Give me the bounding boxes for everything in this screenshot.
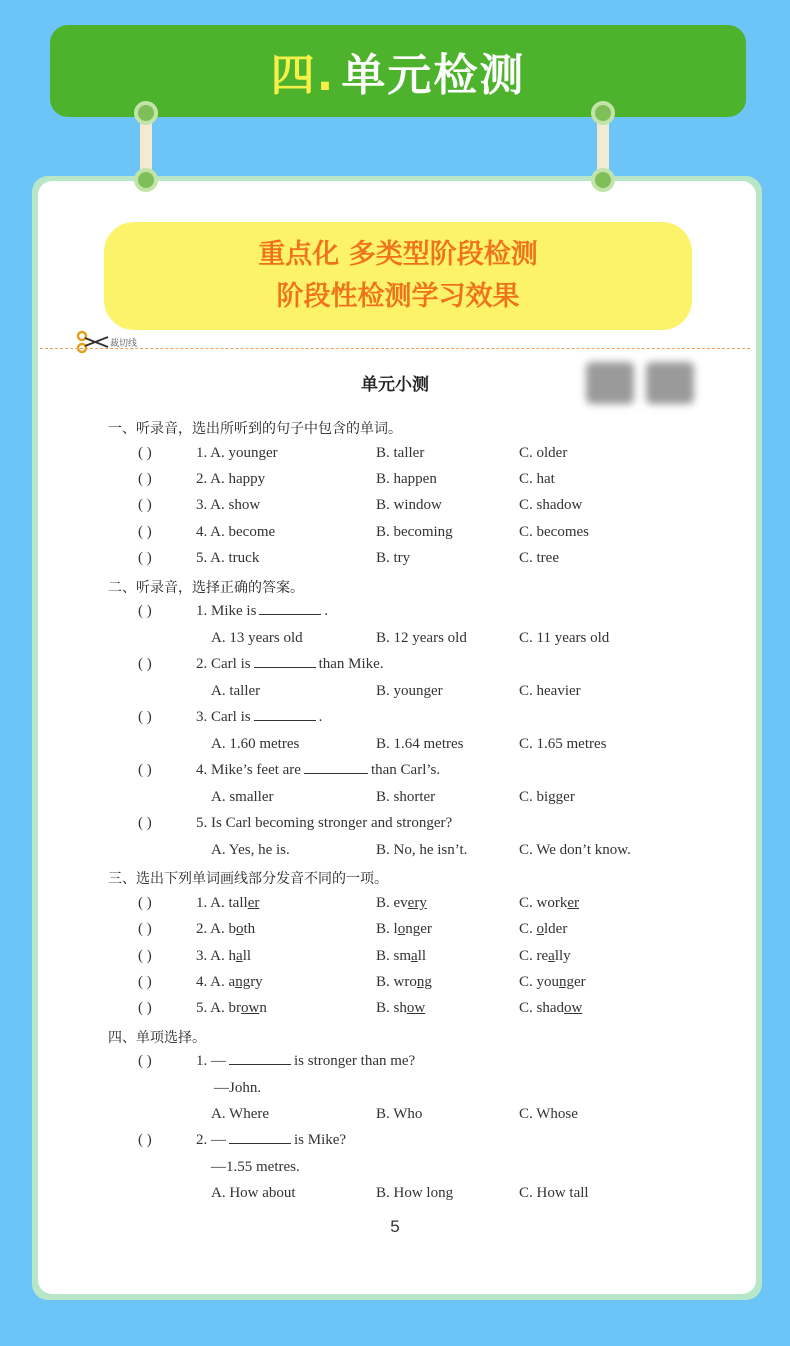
ring-icon [591, 101, 615, 125]
question: 1. — is stronger than me? [196, 1053, 416, 1069]
answer-bracket: ( ) [138, 709, 152, 725]
section-heading: 三、选出下列单词画线部分发音不同的一项。 [108, 871, 388, 887]
page-number: 5 [390, 1217, 400, 1236]
answer-bracket: ( ) [138, 815, 152, 831]
answer-bracket: ( ) [138, 1053, 152, 1069]
option-c: C. How tall [519, 1185, 589, 1201]
option-c: C. becomes [519, 524, 589, 540]
answer-bracket: ( ) [138, 471, 152, 487]
option-c: C. Whose [519, 1106, 578, 1122]
dialogue-reply: —1.55 metres. [211, 1159, 300, 1175]
cut-line-label: 裁切线 [110, 339, 138, 349]
option-b: B. wrong [376, 974, 432, 990]
answer-bracket: ( ) [138, 948, 152, 964]
section-heading: 一、听录音，选出所听到的句子中包含的单词。 [108, 421, 402, 437]
answer-bracket: ( ) [138, 497, 152, 513]
option-c: C. shadow [519, 1000, 583, 1016]
option-c: C. We don’t know. [519, 842, 631, 858]
question: 4. Mike’s feet are than Carl’s. [196, 762, 441, 778]
section-heading: 四、单项选择。 [108, 1030, 206, 1046]
option-c: C. 1.65 metres [519, 736, 607, 752]
option-c: C. older [519, 921, 568, 937]
option-c: C. worker [519, 895, 579, 911]
option-b: B. try [376, 550, 411, 566]
option-a: 5. A. truck [196, 550, 260, 566]
option-b: B. longer [376, 921, 432, 937]
option-a: 3. A. show [196, 497, 261, 513]
scissors-icon [76, 330, 110, 354]
pill-line-1: 重点化 多类型阶段检测 [258, 239, 538, 270]
option-b: B. younger [376, 683, 443, 699]
cut-line [40, 348, 750, 349]
option-a: A. taller [211, 683, 261, 699]
option-b: B. 12 years old [376, 630, 467, 646]
option-a: A. 13 years old [211, 630, 303, 646]
highlight-pill [104, 222, 692, 330]
option-b: B. shorter [376, 789, 436, 805]
option-a: A. Where [211, 1106, 270, 1122]
option-a: 3. A. hall [196, 948, 252, 964]
answer-bracket: ( ) [138, 603, 152, 619]
option-b: B. No, he isn’t. [376, 842, 468, 858]
answer-bracket: ( ) [138, 1132, 152, 1148]
question: 2. Carl is than Mike. [196, 656, 384, 672]
option-c: C. tree [519, 550, 559, 566]
option-b: B. taller [376, 445, 425, 461]
option-a: A. Yes, he is. [211, 842, 290, 858]
question: 5. Is Carl becoming stronger and stronger? [196, 815, 453, 831]
option-c: C. really [519, 948, 571, 964]
option-b: B. every [376, 895, 427, 911]
option-a: A. 1.60 metres [211, 736, 300, 752]
question: 3. Carl is . [196, 709, 323, 725]
option-a: A. smaller [211, 789, 274, 805]
option-b: B. Who [376, 1106, 423, 1122]
option-b: B. 1.64 metres [376, 736, 464, 752]
option-b: B. window [376, 497, 442, 513]
worksheet-title: 单元小测 [361, 375, 429, 395]
ring-icon [134, 101, 158, 125]
option-a: 2. A. happy [196, 471, 266, 487]
answer-bracket: ( ) [138, 524, 152, 540]
option-b: B. show [376, 1000, 426, 1016]
answer-bracket: ( ) [138, 445, 152, 461]
option-c: C. 11 years old [519, 630, 610, 646]
answer-bracket: ( ) [138, 1000, 152, 1016]
option-b: B. happen [376, 471, 437, 487]
dialogue-reply: —John. [214, 1080, 262, 1096]
option-c: C. older [519, 445, 568, 461]
option-a: 5. A. brown [196, 1000, 267, 1016]
question: 1. Mike is . [196, 603, 329, 619]
option-c: C. shadow [519, 497, 583, 513]
option-a: 1. A. taller [196, 895, 260, 911]
answer-bracket: ( ) [138, 895, 152, 911]
answer-bracket: ( ) [138, 656, 152, 672]
option-b: B. becoming [376, 524, 453, 540]
ring-icon [591, 168, 615, 192]
section-banner [50, 25, 746, 117]
option-b: B. How long [376, 1185, 454, 1201]
blurred-logo [646, 362, 694, 404]
option-a: 4. A. angry [196, 974, 263, 990]
option-c: C. bigger [519, 789, 575, 805]
option-a: 2. A. both [196, 921, 256, 937]
option-c: C. hat [519, 471, 555, 487]
banner-number: 四. [270, 50, 336, 101]
ring-icon [134, 168, 158, 192]
option-b: B. small [376, 948, 427, 964]
option-a: 4. A. become [196, 524, 276, 540]
answer-bracket: ( ) [138, 762, 152, 778]
pill-line-2: 阶段性检测学习效果 [276, 281, 520, 312]
answer-bracket: ( ) [138, 550, 152, 566]
option-a: 1. A. younger [196, 445, 278, 461]
option-c: C. heavier [519, 683, 581, 699]
option-c: C. younger [519, 974, 586, 990]
answer-bracket: ( ) [138, 921, 152, 937]
blurred-logo [586, 362, 634, 404]
answer-bracket: ( ) [138, 974, 152, 990]
question: 2. — is Mike? [196, 1132, 347, 1148]
option-a: A. How about [211, 1185, 296, 1201]
section-heading: 二、听录音，选择正确的答案。 [108, 580, 304, 596]
banner-title: 单元检测 [341, 50, 526, 101]
